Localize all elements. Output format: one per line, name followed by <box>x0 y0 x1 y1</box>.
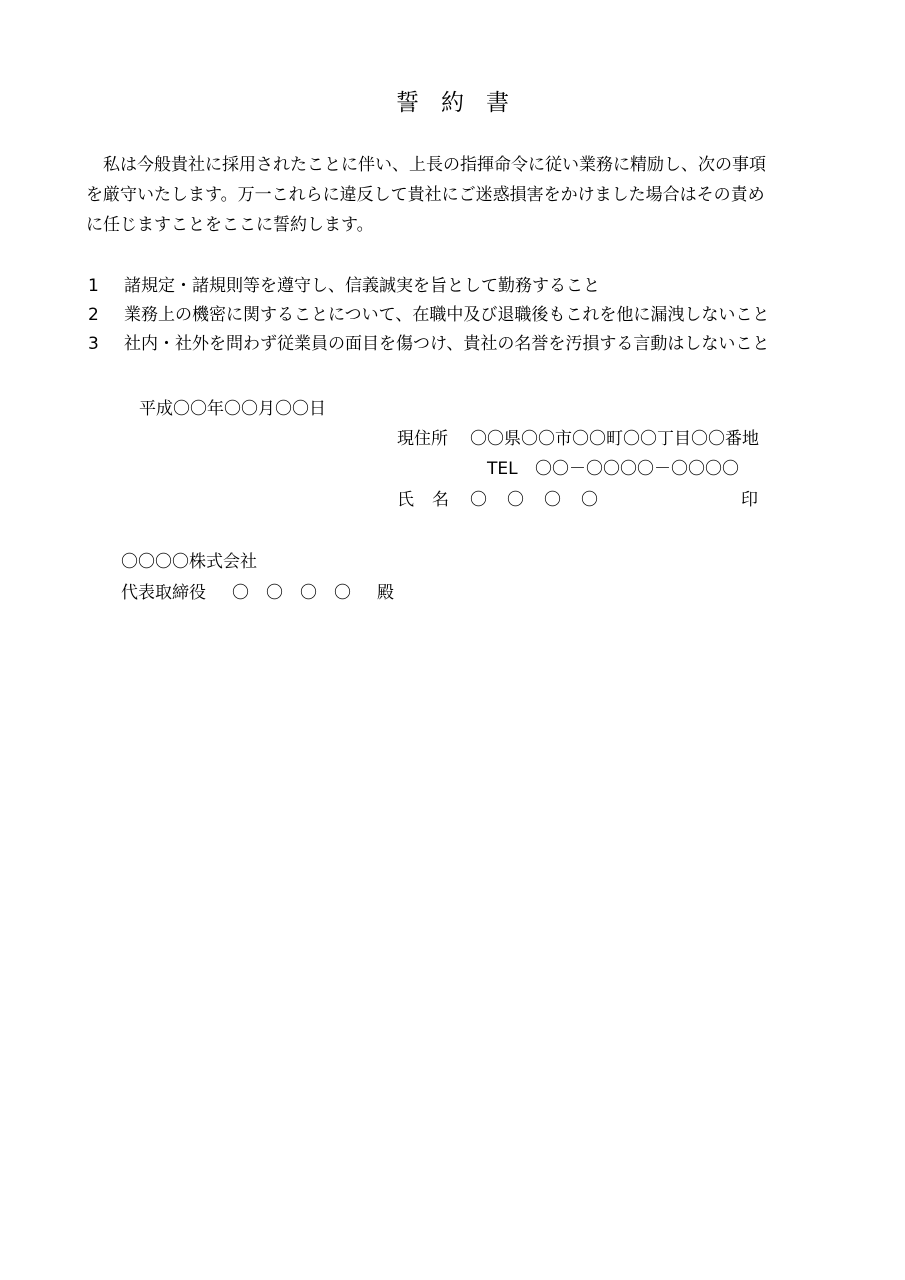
company-name: 〇〇〇〇株式会社 <box>121 552 257 572</box>
representative-name: 〇〇〇〇 <box>232 583 368 603</box>
address-value: 〇〇県〇〇市〇〇町〇〇丁目〇〇番地 <box>470 429 759 449</box>
pledge-item <box>86 272 769 301</box>
address-label: 現住所 <box>397 429 448 449</box>
representative-label: 代表取締役 <box>121 583 206 603</box>
document-date: 平成〇〇年〇〇月〇〇日 <box>139 399 326 419</box>
name-label: 氏名 <box>397 490 467 510</box>
honorific: 殿 <box>377 583 394 603</box>
pledge-text: 業務上の機密に関することについて、在職中及び退職後もこれを他に漏洩しないこと <box>124 305 770 325</box>
seal-mark: 印 <box>741 490 758 510</box>
tel-label: TEL <box>487 459 518 479</box>
pledge-number: 3 <box>88 334 99 354</box>
intro-line: 私は今般貴社に採用されたことに伴い、上長の指揮命令に従い業務に精励し、次の事項 <box>86 155 766 175</box>
pledge-number: 1 <box>88 276 99 296</box>
pledge-text: 社内・社外を問わず従業員の面目を傷つけ、貴社の名誉を汚損する言動はしないこと <box>124 334 770 354</box>
pledge-list <box>86 272 769 359</box>
pledge-text: 諸規定・諸規則等を遵守し、信義誠実を旨として勤務すること <box>124 276 600 296</box>
document-title: 誓約書 <box>396 90 531 116</box>
pledge-item <box>86 330 769 359</box>
tel-value: 〇〇－〇〇〇〇－〇〇〇〇 <box>535 459 739 479</box>
pledge-number: 2 <box>88 305 99 325</box>
name-value: 〇〇〇〇 <box>470 490 618 510</box>
intro-paragraph <box>86 150 826 240</box>
intro-line: を厳守いたします。万一これらに違反して貴社にご迷惑損害をかけました場合はその責め <box>86 185 765 205</box>
pledge-item <box>86 301 769 330</box>
intro-line: に任じますことをここに誓約します。 <box>86 215 374 235</box>
